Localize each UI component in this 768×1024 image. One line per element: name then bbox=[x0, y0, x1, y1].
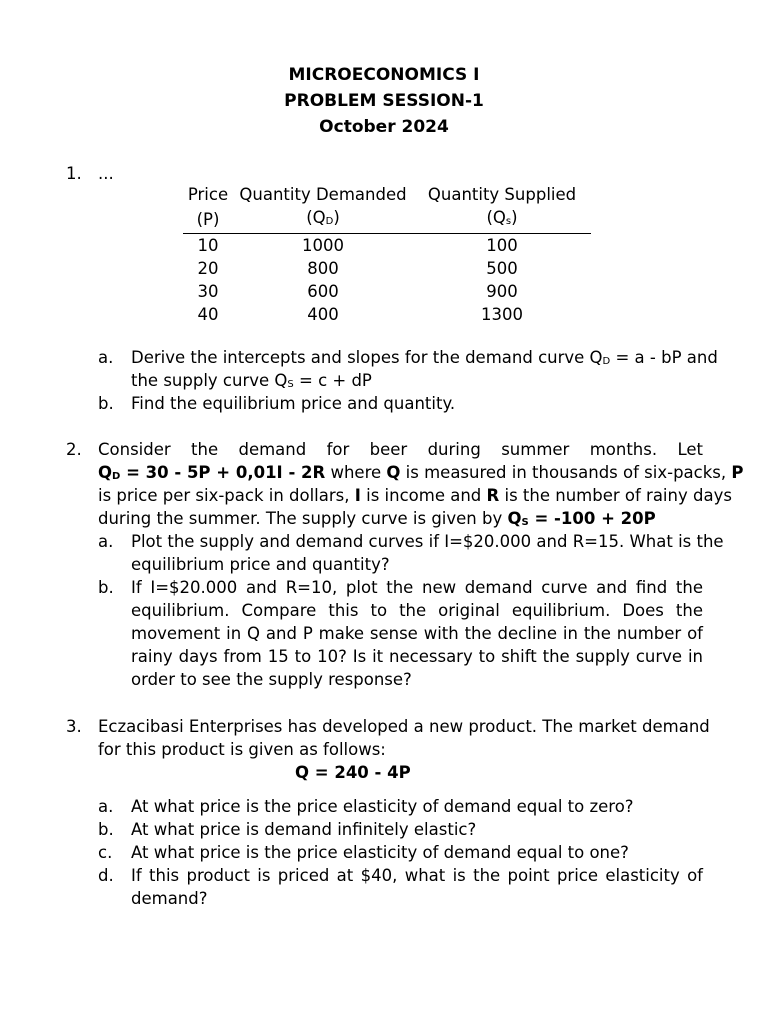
q2-a-line2: equilibrium price and quantity? bbox=[131, 555, 390, 574]
table-cell: 900 bbox=[486, 282, 518, 301]
table-header-price: Price bbox=[187, 185, 229, 204]
table-row bbox=[183, 280, 591, 303]
table-header-quantity-demanded: Quantity Demanded bbox=[239, 185, 407, 204]
table-header-qs-symbol: (Qs) bbox=[413, 206, 591, 234]
session-title: PROBLEM SESSION-1 bbox=[284, 91, 484, 111]
table-cell: 10 bbox=[197, 236, 219, 255]
q2-line4: during the summer. The supply curve is given by QS = -100 + 20P bbox=[98, 509, 656, 528]
q2-line3: is price per six-pack in dollars, I is income and R is the number of rainy days bbox=[98, 486, 732, 505]
q2-b-label: b. bbox=[98, 578, 114, 597]
q3-demand-equation: Q = 240 - 4P bbox=[295, 763, 411, 782]
table-cell: 600 bbox=[307, 282, 339, 301]
q2-b-line2: equilibrium. Compare this to the original equilibrium. Does the bbox=[131, 601, 703, 620]
course-title: MICROECONOMICS I bbox=[288, 65, 480, 85]
q3-line2: for this product is given as follows: bbox=[98, 740, 386, 759]
table-cell: 100 bbox=[486, 236, 518, 255]
q3-b-text: At what price is demand infinitely elastic? bbox=[131, 820, 477, 839]
table-row bbox=[183, 234, 591, 258]
q2-b-line4: rainy days from 15 to 10? Is it necessary to shift the supply curve in bbox=[131, 647, 703, 666]
q3-a-label: a. bbox=[98, 797, 114, 816]
q3-c-label: c. bbox=[98, 843, 113, 862]
table-header-price-symbol: (P) bbox=[183, 206, 233, 234]
q2-line1: Consider the demand for beer during summer months. Let bbox=[98, 440, 703, 459]
q3-c-text: At what price is the price elasticity of demand equal to one? bbox=[131, 843, 629, 862]
q2-b-line1: If I=$20.000 and R=10, plot the new demand curve and find the bbox=[131, 578, 703, 597]
question-3-number: 3. bbox=[66, 717, 82, 736]
session-date: October 2024 bbox=[319, 117, 449, 137]
q3-d-label: d. bbox=[98, 866, 114, 885]
table-cell: 500 bbox=[486, 259, 518, 278]
q2-b-line3: movement in Q and P make sense with the decline in the number of bbox=[131, 624, 703, 643]
q1-a-label: a. bbox=[98, 348, 114, 367]
q2-a-label: a. bbox=[98, 532, 114, 551]
q1-a-line2: the supply curve QS = c + dP bbox=[131, 371, 372, 390]
question-2-number: 2. bbox=[66, 440, 82, 459]
q3-b-label: b. bbox=[98, 820, 114, 839]
table-cell: 1000 bbox=[302, 236, 344, 255]
table-cell: 20 bbox=[197, 259, 219, 278]
table-row bbox=[183, 257, 591, 280]
table-cell: 1300 bbox=[481, 305, 523, 324]
question-1-ellipsis: ... bbox=[98, 164, 114, 183]
q1-b-text: Find the equilibrium price and quantity. bbox=[131, 394, 456, 413]
q2-line2: QD = 30 - 5P + 0,01I - 2R where Q is measured in thousands of six-packs, P bbox=[98, 463, 744, 482]
table-cell: 400 bbox=[307, 305, 339, 324]
table-header-qd-symbol: (QD) bbox=[233, 206, 413, 234]
q2-b-line5: order to see the supply response? bbox=[131, 670, 412, 689]
q3-d-line2: demand? bbox=[131, 889, 208, 908]
q3-line1: Eczacibasi Enterprises has developed a new product. The market demand bbox=[98, 717, 710, 736]
demand-supply-table bbox=[183, 183, 591, 326]
document-header bbox=[0, 62, 768, 140]
q2-a-line1: Plot the supply and demand curves if I=$20.000 and R=15. What is the bbox=[131, 532, 724, 551]
table-cell: 800 bbox=[307, 259, 339, 278]
table-header-quantity-supplied: Quantity Supplied bbox=[427, 185, 577, 204]
table-cell: 40 bbox=[197, 305, 219, 324]
q3-d-line1: If this product is priced at $40, what is the point price elasticity of bbox=[131, 866, 703, 885]
table-row bbox=[183, 303, 591, 326]
table-cell: 30 bbox=[197, 282, 219, 301]
q1-a-line1: Derive the intercepts and slopes for the demand curve QD = a - bP and bbox=[131, 348, 718, 367]
q3-a-text: At what price is the price elasticity of demand equal to zero? bbox=[131, 797, 634, 816]
q1-b-label: b. bbox=[98, 394, 114, 413]
question-1-number: 1. bbox=[66, 164, 82, 183]
